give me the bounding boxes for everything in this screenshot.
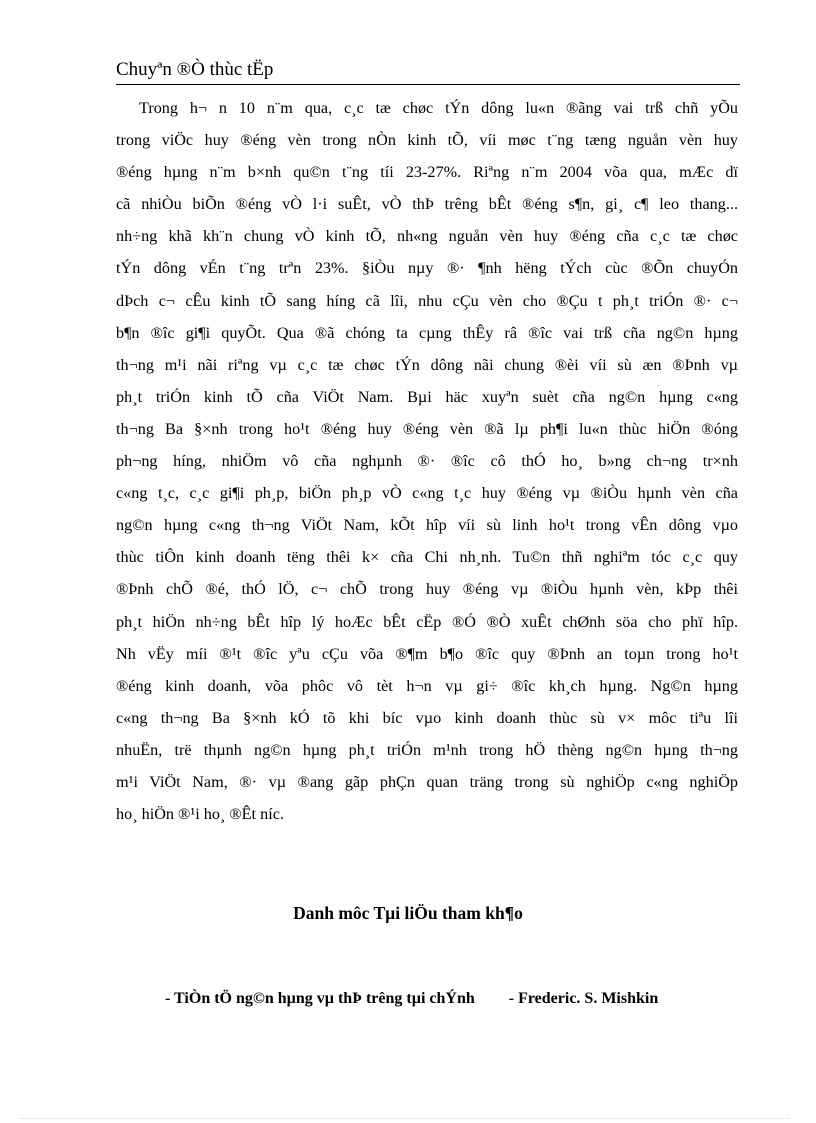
body-line: th¬ng m¹i nãi riªng vµ c¸c tæ chøc tÝn dông nãi chung ®èi víi sù æn ®Þnh vµ	[116, 355, 738, 374]
body-line: Trong h¬ n 10 n¨m qua, c¸c tæ chøc tÝn dông lu«n ®ãng vai trß chñ yÕu	[139, 99, 738, 117]
body-line: ph¬ng híng, nhiÖm vô cña nghµnh ®· ®îc cô thÓ ho¸ b»ng ch¬ng tr×nh	[116, 452, 738, 471]
body-line: tÝn dông vÉn t¨ng trªn 23%. §iÒu nµy ®· ¶nh hëng tÝch cùc ®Õn chuyÓn	[116, 259, 738, 278]
body-line: dÞch c¬ cÊu kinh tÕ sang híng cã lîi, nhu cÇu vèn cho ®Çu t ph¸t triÓn ®· c¬	[116, 291, 738, 310]
body-line: thùc tiÔn kinh doanh tëng thêi k× cña Chi nh¸nh. Tu©n thñ nghiªm tóc c¸c quy	[116, 548, 738, 567]
body-line: ph¸t hiÖn nh÷ng bÊt hîp lý hoÆc bÊt cËp ®Ó ®Ò xuÊt chØnh söa cho phï hîp.	[116, 612, 738, 631]
body-line: ho¸ hiÖn ®¹i ho¸ ®Êt níc.	[116, 805, 284, 824]
body-line: ®éng hµng n¨m b×nh qu©n t¨ng tíi 23-27%. Riªng n¨m 2004 võa qua, mÆc dï	[116, 163, 738, 182]
reference-item	[165, 990, 658, 1008]
header-title: Chuyªn ®Ò thùc tËp	[116, 59, 274, 80]
page-bottom-rule	[20, 1118, 790, 1119]
body-line: th¬ng Ba §×nh trong ho¹t ®éng huy ®éng vèn ®ã lµ ph¶i lu«n thùc hiÖn ®óng	[116, 419, 738, 438]
body-line: Nh vËy míi ®¹t ®îc yªu cÇu võa ®¶m b¶o ®îc quy ®Þnh an toµn trong ho¹t	[116, 644, 738, 663]
body-line: ®Þnh chÕ ®é, thÓ lÖ, c¬ chÕ trong huy ®éng vµ ®iÒu hµnh vèn, kÞp thêi	[116, 580, 738, 599]
reference-text: - TiÒn tÖ ng©n hµng vµ thÞ trêng tµi chÝnh	[165, 990, 475, 1007]
body-line: c«ng th¬ng Ba §×nh kÓ tõ khi bíc vµo kinh doanh thùc sù v× môc tiªu lîi	[116, 708, 738, 727]
body-line: nhuËn, trë thµnh ng©n hµng ph¸t triÓn m¹nh trong hÖ thèng ng©n hµng th¬ng	[116, 740, 738, 759]
body-line: ng©n hµng c«ng th¬ng ViÖt Nam, kÕt hîp víi sù linh ho¹t trong vÊn dông vµo	[116, 516, 738, 535]
reference-author: - Frederic. S. Mishkin	[508, 990, 659, 1007]
body-line: b¶n ®îc gi¶i quyÕt. Qua ®ã chóng ta cµng thÊy râ ®îc vai trß cña ng©n hµng	[116, 323, 738, 342]
body-paragraph	[116, 92, 738, 830]
references-title: Danh môc Tµi liÖu tham kh¶o	[293, 903, 523, 923]
body-line: c«ng t¸c, c¸c gi¶i ph¸p, biÖn ph¸p vÒ c«ng t¸c huy ®éng vµ ®iÒu hµnh vèn cña	[116, 484, 738, 503]
body-line: cã nhiÒu biÕn ®éng vÒ l·i suÊt, vÒ thÞ trêng bÊt ®éng s¶n, gi¸ c¶ leo thang...	[116, 195, 738, 214]
body-line: nh÷ng khã kh¨n chung vÒ kinh tÕ, nh«ng nguån vèn huy ®éng cña c¸c tæ chøc	[116, 227, 738, 246]
page-header	[116, 56, 740, 85]
body-line: trong viÖc huy ®éng vèn trong nÒn kinh tÕ, víi møc t¨ng tæng nguån vèn huy	[116, 131, 738, 150]
body-line: ®éng kinh doanh, võa phôc vô tèt h¬n vµ gi÷ ®îc kh¸ch hµng. Ng©n hµng	[116, 676, 738, 695]
body-line: ph¸t triÓn kinh tÕ cña ViÖt Nam. Bµi häc xuyªn suèt cña ng©n hµng c«ng	[116, 387, 738, 406]
body-line: m¹i ViÖt Nam, ®· vµ ®ang gãp phÇn quan träng trong sù nghiÖp c«ng nghiÖp	[116, 772, 738, 791]
